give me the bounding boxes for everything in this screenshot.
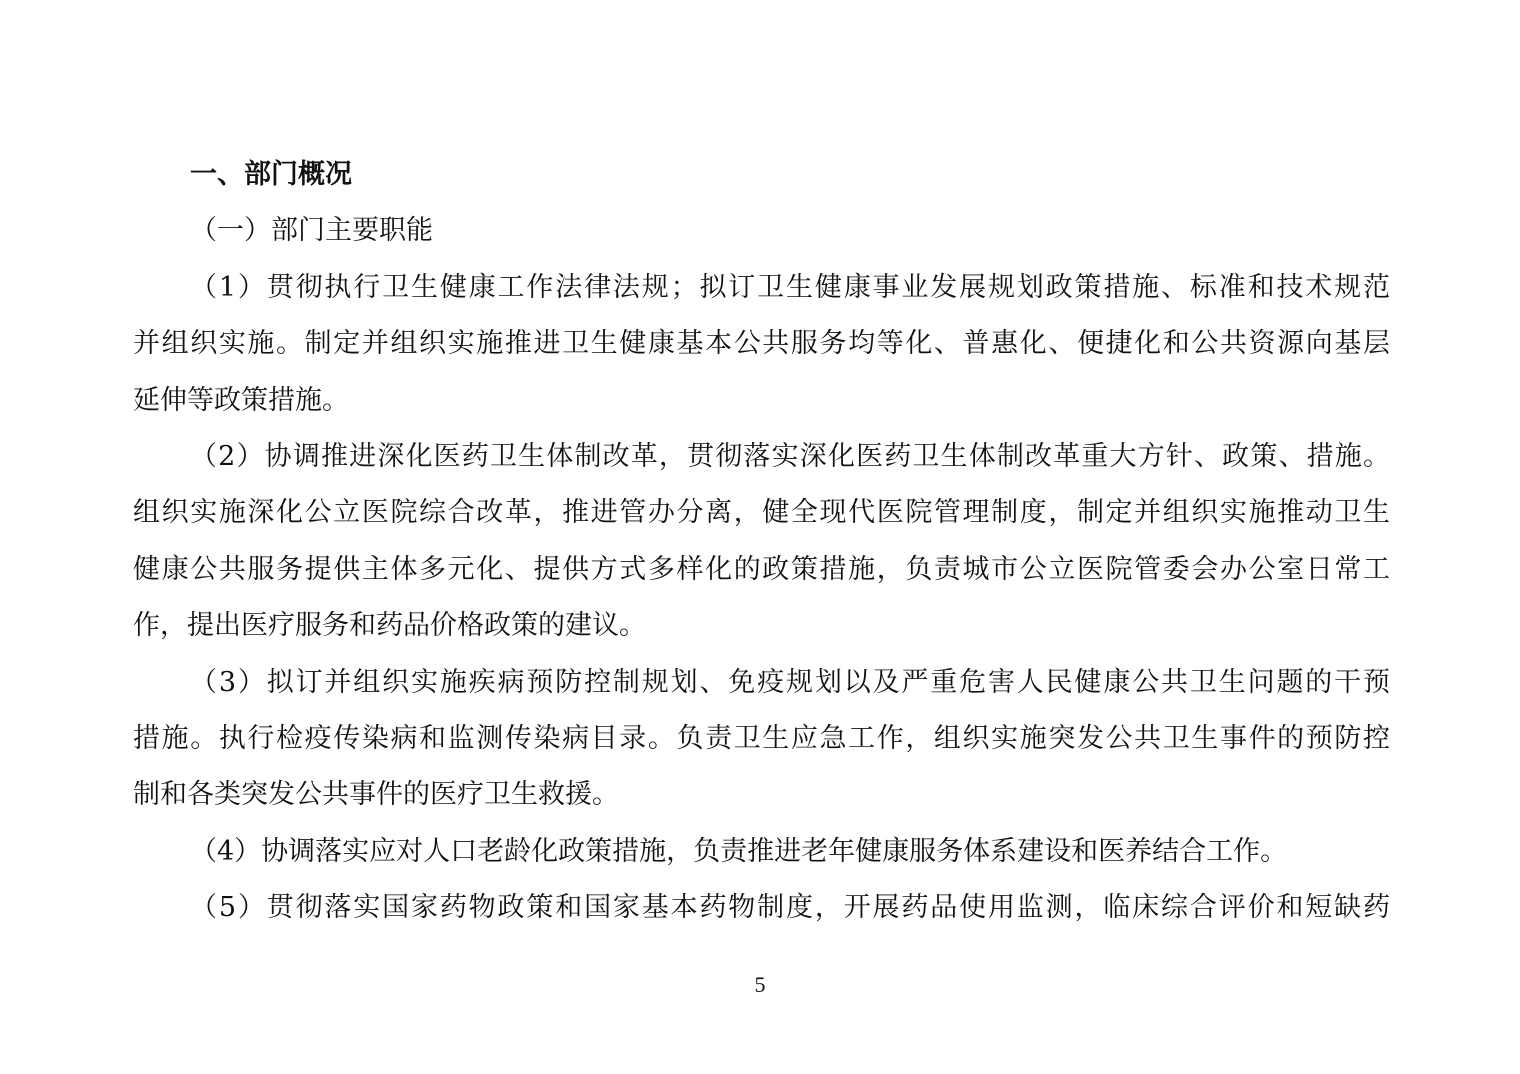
page-number: 5 bbox=[754, 972, 766, 997]
paragraph-line: 健康公共服务提供主体多元化、提供方式多样化的政策措施，负责城市公立医院管委会办公室日常工 bbox=[133, 553, 1390, 585]
paragraph-1 bbox=[133, 260, 1390, 429]
paragraph-3 bbox=[133, 655, 1390, 824]
paragraph-4 bbox=[133, 824, 1390, 880]
paragraph-line: 并组织实施。制定并组织实施推进卫生健康基本公共服务均等化、普惠化、便捷化和公共资源向基层 bbox=[133, 328, 1390, 360]
paragraph-line: （5）贯彻落实国家药物政策和国家基本药物制度，开展药品使用监测，临床综合评价和短缺药 bbox=[190, 892, 1390, 924]
paragraph-line: （2）协调推进深化医药卫生体制改革，贯彻落实深化医药卫生体制改革重大方针、政策、措施。 bbox=[190, 440, 1390, 472]
paragraph-line: 组织实施深化公立医院综合改革，推进管办分离，健全现代医院管理制度，制定并组织实施推动卫生 bbox=[133, 497, 1390, 529]
section-heading: 一、部门概况 bbox=[190, 159, 352, 190]
paragraph-line: 制和各类突发公共事件的医疗卫生救援。 bbox=[133, 779, 619, 811]
paragraph-line: 延伸等政策措施。 bbox=[133, 384, 349, 416]
paragraph-2 bbox=[133, 429, 1390, 655]
paragraph-line: （1）贯彻执行卫生健康工作法律法规；拟订卫生健康事业发展规划政策措施、标准和技术规范 bbox=[190, 271, 1390, 303]
paragraph-line: （3）拟订并组织实施疾病预防控制规划、免疫规划以及严重危害人民健康公共卫生问题的干预 bbox=[190, 666, 1390, 698]
paragraph-5 bbox=[133, 880, 1390, 936]
paragraph-line: 作，提出医疗服务和药品价格政策的建议。 bbox=[133, 610, 646, 642]
paragraph-line: 措施。执行检疫传染病和监测传染病目录。负责卫生应急工作，组织实施突发公共卫生事件的预防控 bbox=[133, 722, 1390, 754]
paragraph-line: （4）协调落实应对人口老龄化政策措施，负责推进老年健康服务体系建设和医养结合工作。 bbox=[190, 835, 1288, 867]
subsection-heading: （一）部门主要职能 bbox=[190, 215, 433, 247]
page-body bbox=[133, 147, 1390, 936]
